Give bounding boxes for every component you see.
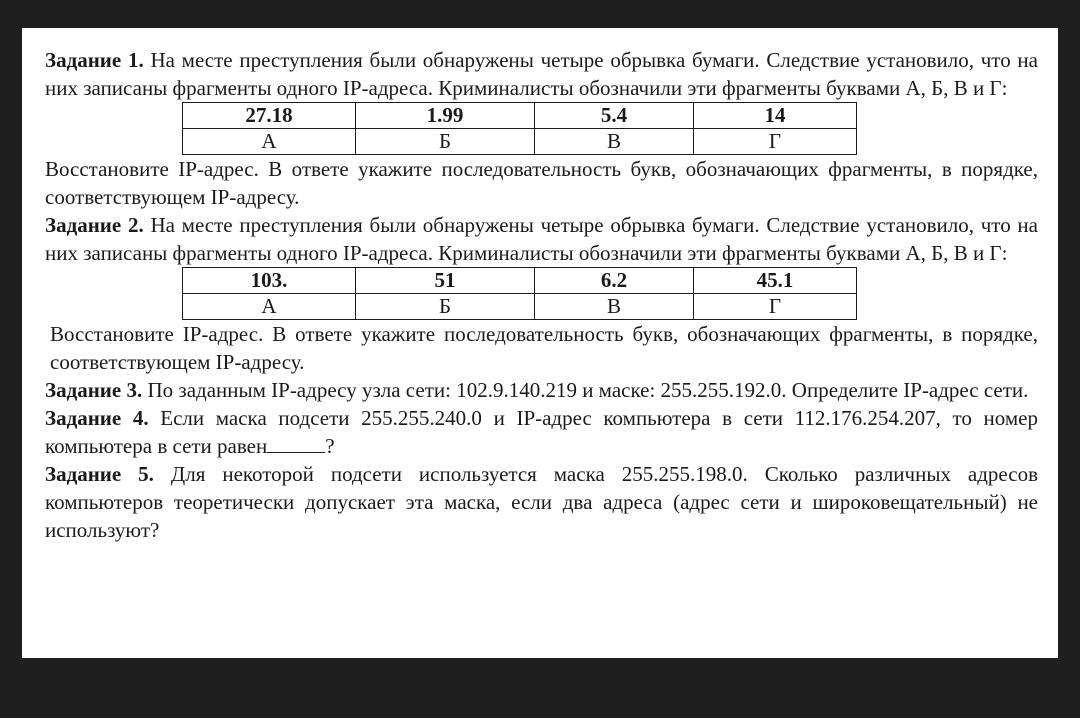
letter-cell: Г	[694, 129, 857, 155]
task-2-instruction: Восстановите IP-адрес. В ответе укажите последовательность букв, обозначающих фрагменты, в порядке, соответствующем IP-адресу.	[50, 322, 1038, 374]
task-2-label: Задание 2.	[45, 213, 144, 237]
task-2-text: На месте преступления были обнаружены четыре обрывка бумаги. Следствие установило, что на них записаны фрагменты одного IP-адреса. Криминалисты обозначили эти фрагменты буквами А, Б, В и Г:	[45, 213, 1038, 265]
task-5-label: Задание 5.	[45, 462, 154, 486]
fragment-cell: 6.2	[535, 268, 694, 294]
task-5-text: Для некоторой подсети используется маска 255.255.198.0. Сколько различных адресов компьютеров теоретически допускает эта маска, если два адреса (адрес сети и широковещательный) не используют?	[45, 462, 1039, 542]
table-row	[183, 268, 857, 294]
table-row	[183, 129, 857, 155]
task-3-label: Задание 3.	[45, 378, 143, 402]
task-1-instruction: Восстановите IP-адрес. В ответе укажите последовательность букв, обозначающих фрагменты, в порядке, соответствующем IP-адресу.	[45, 157, 1038, 209]
letter-cell: А	[183, 129, 356, 155]
task-1	[45, 46, 1038, 102]
fragment-cell: 45.1	[694, 268, 857, 294]
task-3	[45, 376, 1038, 404]
fragment-cell: 103.	[183, 268, 356, 294]
table-row	[183, 103, 857, 129]
letter-cell: Б	[356, 294, 535, 320]
task-1-text: На месте преступления были обнаружены четыре обрывка бумаги. Следствие установило, что на них записаны фрагменты одного IP-адреса. Криминалисты обозначили эти фрагменты буквами А, Б, В и Г:	[45, 48, 1038, 100]
fragment-cell: 1.99	[356, 103, 535, 129]
task-2-fragments-table	[182, 267, 857, 320]
task-4-suffix: ?	[325, 434, 335, 458]
letter-cell: Г	[694, 294, 857, 320]
answer-blank	[267, 434, 325, 453]
letter-cell: Б	[356, 129, 535, 155]
task-4-text: Если маска подсети 255.255.240.0 и IP-адрес компьютера в сети 112.176.254.207, то номер компьютера в сети равен	[45, 406, 1038, 458]
fragment-cell: 5.4	[535, 103, 694, 129]
fragment-cell: 14	[694, 103, 857, 129]
letter-cell: В	[535, 294, 694, 320]
task-1-fragments-table	[182, 102, 857, 155]
fragment-cell: 27.18	[183, 103, 356, 129]
task-1-label: Задание 1.	[45, 48, 144, 72]
document-page	[22, 28, 1058, 658]
task-4-label: Задание 4.	[45, 406, 149, 430]
letter-cell: А	[183, 294, 356, 320]
letter-cell: В	[535, 129, 694, 155]
fragment-cell: 51	[356, 268, 535, 294]
task-3-text: По заданным IP-адресу узла сети: 102.9.140.219 и маске: 255.255.192.0. Определите IP-адрес сети.	[147, 378, 1029, 402]
task-4	[45, 404, 1038, 460]
task-5	[45, 460, 1038, 544]
task-2	[45, 211, 1038, 267]
table-row	[183, 294, 857, 320]
